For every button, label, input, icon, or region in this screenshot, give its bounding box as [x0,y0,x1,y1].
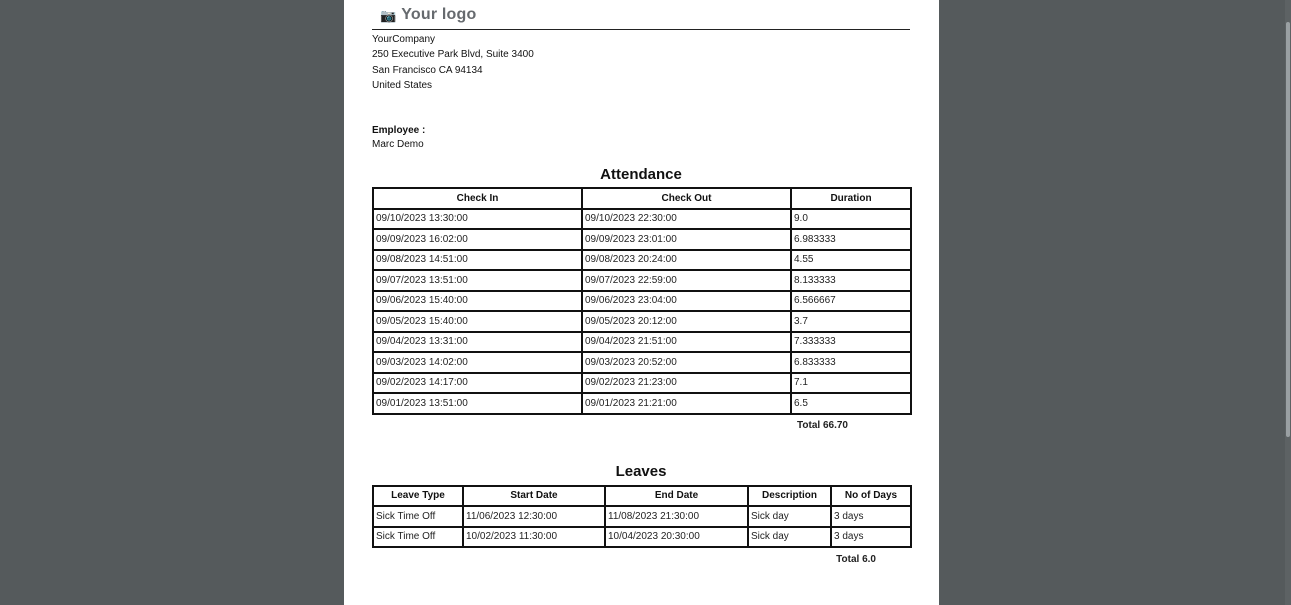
attendance-table [372,187,912,415]
header-start-date: Start Date [463,486,605,507]
scrollbar-thumb[interactable] [1286,22,1290,437]
table-row [373,373,911,394]
check-out-cell: 09/02/2023 21:23:00 [582,373,791,394]
duration-cell: 4.55 [791,250,911,271]
duration-cell: 9.0 [791,209,911,230]
check-in-cell: 09/01/2023 13:51:00 [373,393,582,414]
duration-cell: 6.566667 [791,291,911,312]
table-row [373,393,911,414]
leave-type-cell: Sick Time Off [373,527,463,548]
table-row [373,209,911,230]
duration-cell: 3.7 [791,311,911,332]
table-row [373,229,911,250]
check-in-cell: 09/08/2023 14:51:00 [373,250,582,271]
header-description: Description [748,486,831,507]
header-leave-type: Leave Type [373,486,463,507]
check-in-cell: 09/04/2023 13:31:00 [373,332,582,353]
table-row [373,527,911,548]
company-street: 250 Executive Park Blvd, Suite 3400 [372,49,534,61]
table-row [373,332,911,353]
duration-cell: 8.133333 [791,270,911,291]
days-cell: 3 days [831,506,911,527]
employee-block [372,124,910,152]
check-out-cell: 09/08/2023 20:24:00 [582,250,791,271]
table-row [373,291,911,312]
check-in-cell: 09/05/2023 15:40:00 [373,311,582,332]
check-out-cell: 09/06/2023 23:04:00 [582,291,791,312]
check-in-cell: 09/02/2023 14:17:00 [373,373,582,394]
company-logo [372,0,910,30]
vertical-scrollbar[interactable] [1285,0,1291,605]
check-out-cell: 09/04/2023 21:51:00 [582,332,791,353]
logo-text: Your logo [401,6,477,23]
table-row [373,352,911,373]
leaves-header-row [373,486,911,507]
check-out-cell: 09/05/2023 20:12:00 [582,311,791,332]
duration-cell: 7.1 [791,373,911,394]
days-cell: 3 days [831,527,911,548]
start-date-cell: 10/02/2023 11:30:00 [463,527,605,548]
duration-cell: 6.5 [791,393,911,414]
duration-cell: 7.333333 [791,332,911,353]
camera-icon: 📷 [380,7,397,23]
check-out-cell: 09/03/2023 20:52:00 [582,352,791,373]
header-check-in: Check In [373,188,582,209]
report-content [372,0,910,567]
table-row [373,270,911,291]
header-end-date: End Date [605,486,748,507]
duration-cell: 6.983333 [791,229,911,250]
leaves-table [372,485,912,549]
table-row [373,311,911,332]
check-in-cell: 09/06/2023 15:40:00 [373,291,582,312]
description-cell: Sick day [748,506,831,527]
report-page [344,0,939,605]
check-out-cell: 09/07/2023 22:59:00 [582,270,791,291]
duration-cell: 6.833333 [791,352,911,373]
end-date-cell: 11/08/2023 21:30:00 [605,506,748,527]
end-date-cell: 10/04/2023 20:30:00 [605,527,748,548]
company-address [372,32,910,93]
leave-type-cell: Sick Time Off [373,506,463,527]
check-in-cell: 09/09/2023 16:02:00 [373,229,582,250]
table-row [373,506,911,527]
check-in-cell: 09/03/2023 14:02:00 [373,352,582,373]
header-duration: Duration [791,188,911,209]
attendance-title: Attendance [600,166,682,184]
company-country: United States [372,79,433,91]
check-out-cell: 09/01/2023 21:21:00 [582,393,791,414]
header-no-of-days: No of Days [831,486,911,507]
employee-label: Employee : [372,125,426,137]
check-in-cell: 09/07/2023 13:51:00 [373,270,582,291]
header-check-out: Check Out [582,188,791,209]
check-out-cell: 09/09/2023 23:01:00 [582,229,791,250]
attendance-header-row [373,188,911,209]
employee-name: Marc Demo [372,139,424,151]
attendance-total: Total 66.70 [797,419,848,431]
description-cell: Sick day [748,527,831,548]
company-city: San Francisco CA 94134 [372,64,483,76]
leaves-total: Total 6.0 [836,554,876,566]
leaves-title: Leaves [615,462,667,480]
check-out-cell: 09/10/2023 22:30:00 [582,209,791,230]
company-name: YourCompany [372,34,436,45]
start-date-cell: 11/06/2023 12:30:00 [463,506,605,527]
table-row [373,250,911,271]
check-in-cell: 09/10/2023 13:30:00 [373,209,582,230]
